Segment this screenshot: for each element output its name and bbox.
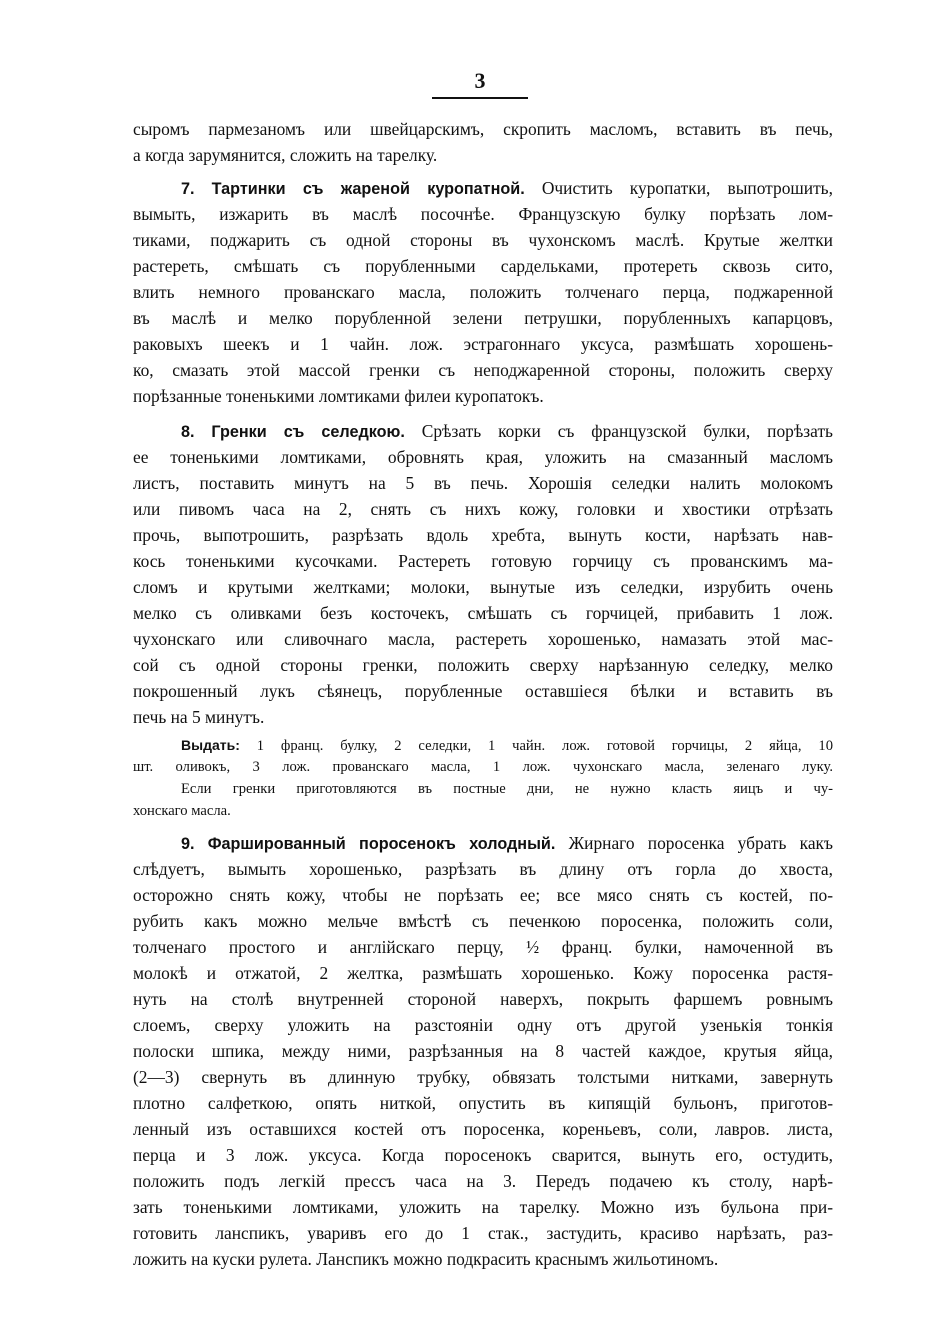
text-line: растереть, смѣшать съ порубленными сардельками, протереть сквозь сито, [133,256,833,276]
text-line: рубить какъ можно мельче вмѣстѣ съ печенкою поросенка, положить соли, [133,911,833,931]
note-text: хонскаго масла. [133,803,231,819]
text-line: а когда зарумянится, сложить на тарелку. [133,145,438,165]
text-line: ко, смазать этой массой гренки съ неподжаренной стороны, положить сверху [133,360,833,380]
text-line: порѣзанные тоненькими ломтиками филеи куропатокъ. [133,386,544,406]
text-line: Срѣзать корки съ французской булки, порѣзать [421,421,833,441]
page-number-rule [432,97,528,99]
text-line: толченаго простого и англійскаго перцу, ½ франц. булки, намоченной въ [133,937,833,957]
text-line: мелко съ оливками безъ косточекъ, смѣшать съ горчицей, прибавить 1 лож. [133,603,833,623]
text-line: сломъ и крутыми желтками; молоки, вынутые изъ селедки, изрубить очень [133,577,833,597]
recipe-8-title: Гренки съ селедкою. [211,423,405,441]
text-line: ее тоненькими ломтиками, обровнять края, уложить на смазанный масломъ [133,447,833,467]
text-line: чухонскаго или сливочнаго масла, растереть хорошенько, намазать этой мас- [133,629,833,649]
text-line: тиками, поджарить съ одной стороны въ чухонскомъ маслѣ. Крутые желтки [133,230,833,250]
text-line: молокѣ и отжатой, 2 желтка, размѣшать хорошенько. Кожу поросенка растя- [133,963,833,983]
serving-line [181,734,833,756]
text-line: покрошенный лукъ сѣянецъ, порубленные оставшіеся бѣлки и вставить въ [133,681,833,701]
recipe-8-first-line [181,418,833,444]
text-line: сыромъ пармезаномъ или швейцарскимъ, скропить масломъ, вставить въ печь, [133,119,833,139]
text-line: ленный изъ оставшихся костей отъ поросенка, кореньевъ, соли, лавров. листа, [133,1119,833,1139]
text-line: плотно салфеткою, опять ниткой, опустить въ кипящій бульонъ, приготов- [133,1093,833,1113]
text-line: перца и 3 лож. уксуса. Когда поросенокъ сварится, вынуть его, остудить, [133,1145,833,1165]
text-line: влить немного прованскаго масла, положить толченаго перца, поджаренной [133,282,833,302]
text-line: листъ, поставить минутъ на 5 въ печь. Хорошія селедки налить молокомъ [133,473,833,493]
text-line: вымыть, изжарить въ маслѣ посочнѣе. Французскую булку порѣзать лом- [133,204,833,224]
text-line: раковыхъ шеекъ и 1 чайн. лож. эстрагоннаго уксуса, размѣшать хорошень- [133,334,833,354]
recipe-7-title: Тартинки съ жареной куропатной. [211,180,525,198]
text-line: Жирнаго поросенка убрать какъ [568,833,833,853]
text-line: печь на 5 минутъ. [133,707,265,727]
text-line: готовить ланспикъ, уваривъ его до 1 стак., застудить, красиво нарѣзать, раз- [133,1223,833,1243]
serving-label: Выдать: [181,737,240,753]
text-line: ложить на куски рулета. Ланспикъ можно подкрасить краснымъ жильотиномъ. [133,1249,719,1269]
recipe-9-first-line [181,830,833,856]
text-line: положить подъ легкій прессъ часа на 3. Передъ подачею къ столу, нарѣ- [133,1171,833,1191]
serving-text: 1 франц. булку, 2 селедки, 1 чайн. лож. готовой горчицы, 2 яйца, 10 [256,738,833,754]
text-line: кось тоненькими кусочками. Растереть готовую горчицу съ прованскимъ ма- [133,551,833,571]
text-line: прочь, выпотрошить, разрѣзать вдоль хребта, вынуть кости, нарѣзать нав- [133,525,833,545]
text-line: или пивомъ часа на 2, снять съ нихъ кожу, головки и хвостики отрѣзать [133,499,833,519]
text-line: полоски шпика, между ними, разрѣзанныя на 8 частей каждое, крутыя яйца, [133,1041,833,1061]
text-line: въ маслѣ и мелко порубленной зелени петрушки, порубленныхъ капарцовъ, [133,308,833,328]
text-line: нуть на столѣ внутренней стороной наверхъ, покрыть фаршемъ ровнымъ [133,989,833,1009]
recipe-9-title: Фаршированный поросенокъ холодный. [207,835,556,853]
text-line: Очистить куропатки, выпотрошить, [541,178,833,198]
text-line: сой съ одной стороны гренки, положить сверху нарѣзанную селедку, мелко [133,655,833,675]
text-line: слѣдуетъ, вымыть хорошенько, разрѣзать въ длину отъ горла до хвоста, [133,859,833,879]
note-text: Если гренки приготовляются въ постные дни, не нужно класть яицъ и чу- [181,781,833,797]
serving-text: шт. оливокъ, 3 лож. прованскаго масла, 1 лож. чухонскаго масла, зеленаго луку. [133,759,833,775]
recipe-8-number: 8. [181,423,195,441]
recipe-7-first-line [181,175,833,201]
recipe-9-number: 9. [181,835,195,853]
text-line: зать тоненькими ломтиками, уложить на тарелку. Можно изъ бульона при- [133,1197,833,1217]
recipe-7-number: 7. [181,180,195,198]
text-line: осторожно снять кожу, чтобы не порѣзать ее; все мясо снять съ костей, по- [133,885,833,905]
page-number: 3 [474,68,486,93]
text-line: слоемъ, сверху уложить на разстояніи одну отъ другой узенькія тонкія [133,1015,833,1035]
text-line: (2—3) свернуть въ длинную трубку, обвязать толстыми нитками, завернуть [133,1067,833,1087]
